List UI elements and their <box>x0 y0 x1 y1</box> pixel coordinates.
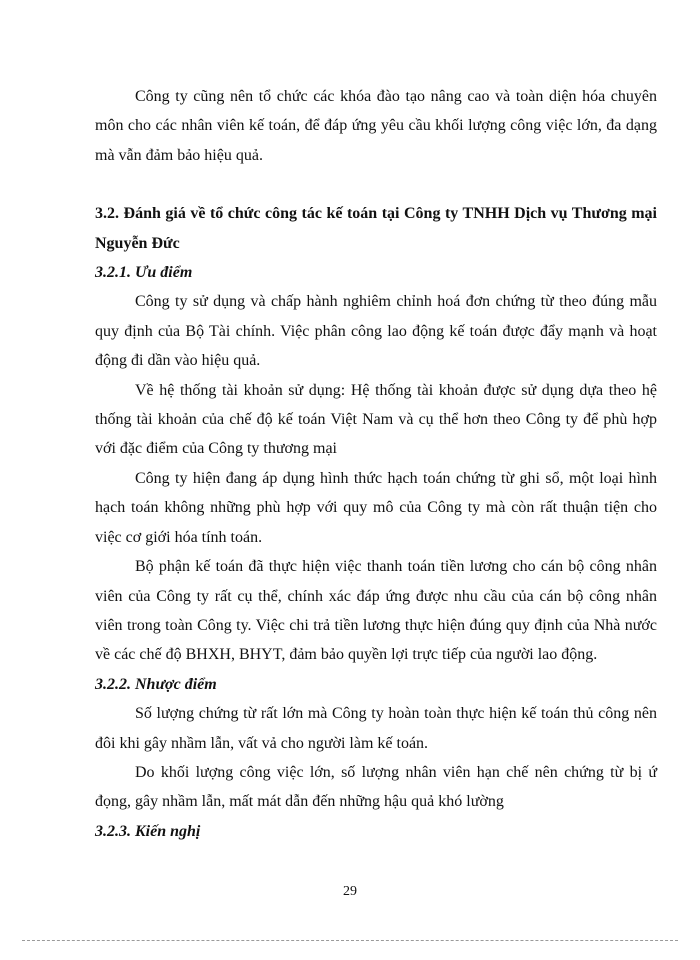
disadvantages-paragraph-1: Số lượng chứng từ rất lớn mà Công ty hoàn toàn thực hiện kế toán thủ công nên đôi khi gây nhầm lẫn, vất vả cho người làm kế toán. <box>95 705 657 752</box>
advantages-paragraph-3: Công ty hiện đang áp dụng hình thức hạch toán chứng từ ghi sổ, một loại hình hạch toán không những phù hợp với quy mô của Công ty mà còn rất thuận tiện cho việc cơ giới hóa tính toán. <box>95 469 657 546</box>
section-heading: 3.2. Đánh giá về tổ chức công tác kế toán tại Công ty TNHH Dịch vụ Thương mại Nguyễn Đức <box>95 205 657 252</box>
advantages-heading: 3.2.1. Ưu điểm <box>95 264 193 282</box>
advantages-paragraph-2: Về hệ thống tài khoản sử dụng: Hệ thống tài khoản được sử dụng dựa theo hệ thống tài khoản của chế độ kế toán Việt Nam và cụ thể hơn theo Công ty để phù hợp với đặc điểm của Công ty thương mại <box>95 381 657 458</box>
recommendations-heading: 3.2.3. Kiến nghị <box>95 822 201 840</box>
page-bottom-divider <box>22 940 678 941</box>
advantages-paragraph-4: Bộ phận kế toán đã thực hiện việc thanh toán tiền lương cho cán bộ công nhân viên của Công ty rất cụ thể, chính xác đáp ứng được nhu cầu của cán bộ công nhân viên trong toàn Công ty. Việc chi trả tiền lương thực hiện đúng quy định của Nhà nước về các chế độ BHXH, BHYT, đảm bảo quyền lợi trực tiếp của người lao động. <box>95 558 657 664</box>
intro-paragraph: Công ty cũng nên tổ chức các khóa đào tạo nâng cao và toàn diện hóa chuyên môn cho các nhân viên kế toán, để đáp ứng yêu cầu khối lượng công việc lớn, đa dạng mà vẫn đảm bảo hiệu quả. <box>95 88 657 164</box>
page-content <box>95 82 657 846</box>
page-number: 29 <box>343 884 357 899</box>
disadvantages-heading: 3.2.2. Nhược điểm <box>95 675 217 693</box>
paragraph-gap <box>95 170 657 199</box>
advantages-paragraph-1: Công ty sử dụng và chấp hành nghiêm chỉnh hoá đơn chứng từ theo đúng mẫu quy định của Bộ Tài chính. Việc phân công lao động kế toán được đẩy mạnh và hoạt động đi dần vào hiệu quả. <box>95 293 657 370</box>
disadvantages-paragraph-2: Do khối lượng công việc lớn, số lượng nhân viên hạn chế nên chứng từ bị ứ đọng, gây nhầm lẫn, mất mát dẫn đến những hậu quả khó lường <box>95 763 657 811</box>
